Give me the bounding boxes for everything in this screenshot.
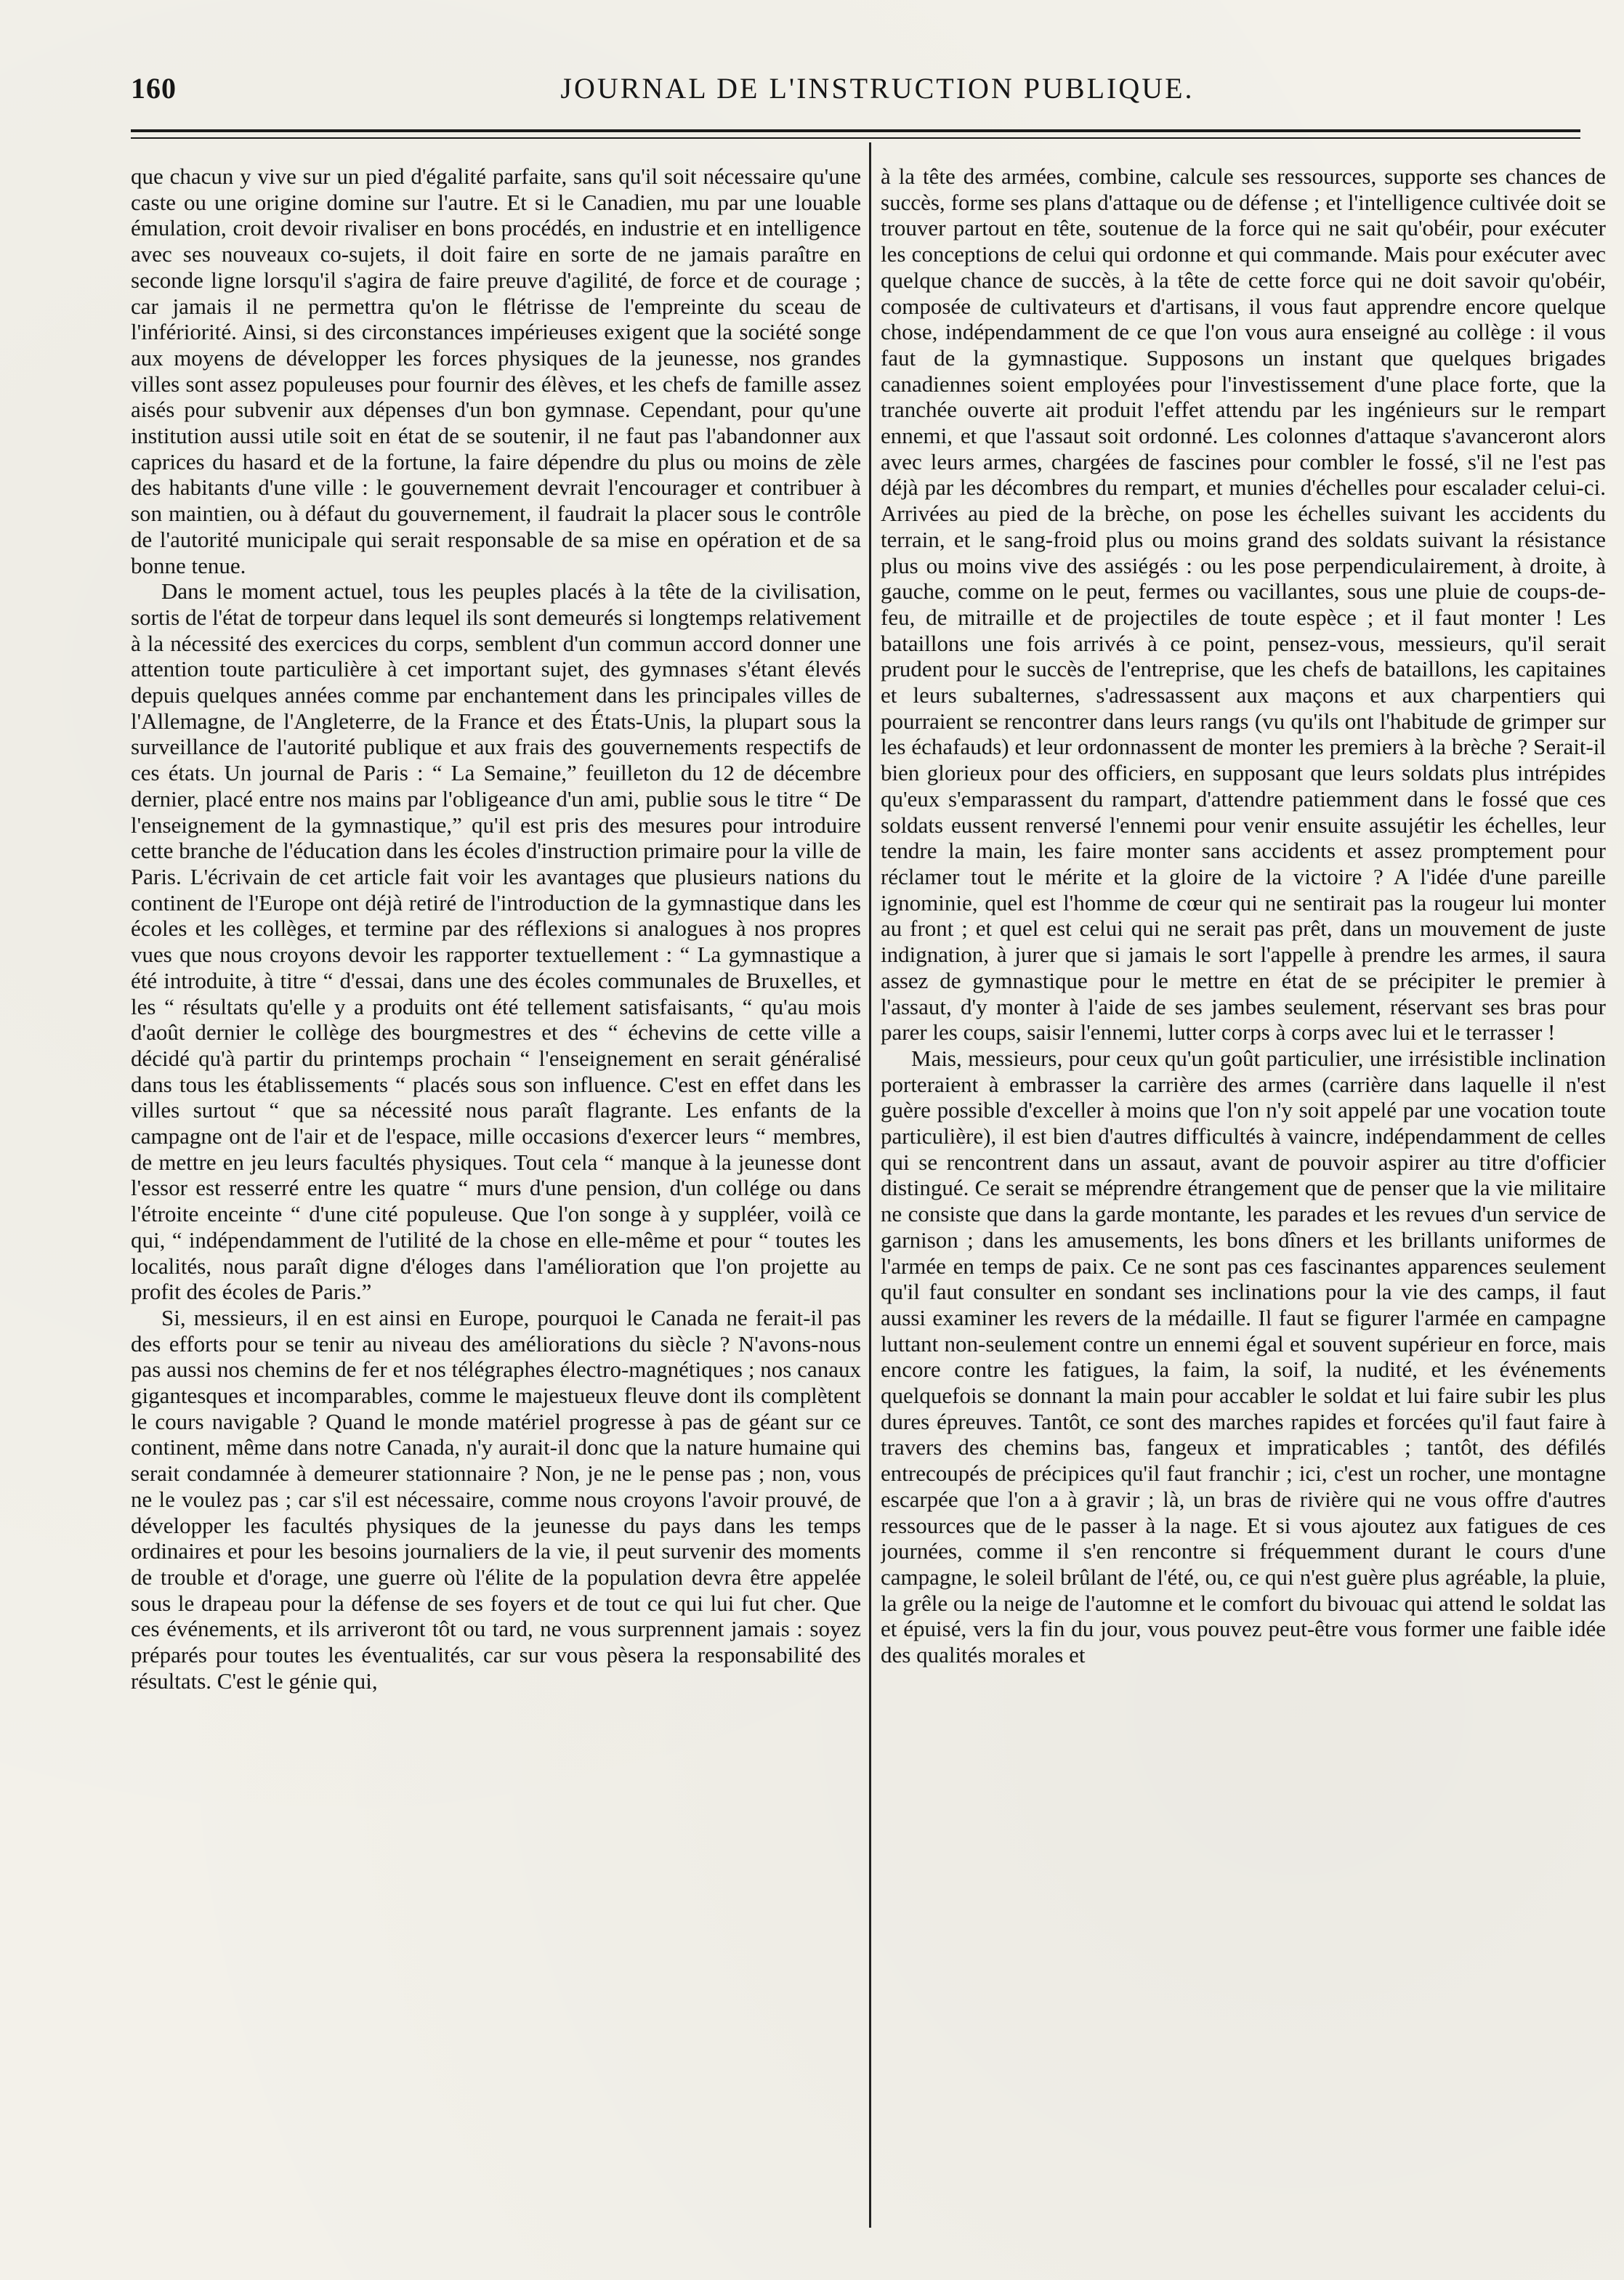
left-paragraph-1: que chacun y vive sur un pied d'égalité parfaite, sans qu'il soit nécessaire qu'une caste ou une origine domine sur l'autre. Et si le Canadien, mu par une louable émulation, croit devoir rivaliser en bons procédés, en industrie et en intelligence avec ses nouveaux co-sujets, il doit faire en sorte de ne jamais paraître en seconde ligne lorsqu'il s'agira de faire preuve d'agilité, de force et de courage ; car jamais il ne permettra qu'on le flétrisse de l'empreinte du sceau de l'infériorité. Ainsi, si des circonstances impérieuses exigent que la société songe aux moyens de développer les forces physiques de la jeunesse, nos grandes villes sont assez populeuses pour fournir des élèves, et les chefs de famille assez aisés pour subvenir aux dépenses d'un bon gymnase. Cependant, pour qu'une institution aussi utile soit en état de se soutenir, il ne faut pas l'abandonner aux caprices du hasard et de la fortune, la faire dépendre du plus ou moins de zèle des habitants d'une ville : le gouvernement devrait l'encourager et contribuer à son maintien, ou à défaut du gouvernement, il faudrait la placer sous le contrôle de l'autorité municipale qui serait responsable de sa mise en opération et de sa bonne tenue. bbox=[131, 163, 861, 578]
column-divider bbox=[869, 142, 871, 2228]
running-title: JOURNAL DE L'INSTRUCTION PUBLIQUE. bbox=[560, 72, 1195, 105]
left-paragraph-2: Dans le moment actuel, tous les peuples placés à la tête de la civilisation, sortis de l'état de torpeur dans lequel ils sont demeurés si longtemps relativement à la nécessité des exercices du corps, semblent d'un commun accord donner une attention toute particulière à cet important sujet, des gymnases s'étant élevés depuis quelques années comme par enchantement dans les principales villes de l'Allemagne, de l'Angleterre, de la France et des États-Unis, la plupart sous la surveillance de l'autorité publique et aux frais des gouvernements respectifs de ces états. Un journal de Paris : “ La Semaine,” feuilleton du 12 de décembre dernier, placé entre nos mains par l'obligeance d'un ami, publie sous le titre “ De l'enseignement de la gymnastique,” qu'il est pris des mesures pour introduire cette branche de l'éducation dans les écoles d'instruction primaire pour la ville de Paris. L'écrivain de cet article fait voir les avantages que plusieurs nations du continent de l'Europe ont déjà retiré de l'introduction de la gymnastique dans les écoles et les collèges, et termine par des réflexions si analogues à nos propres vues que nous croyons devoir les rapporter textuellement : “ La gymnastique a été introduite, à titre “ d'essai, dans une des écoles communales de Bruxelles, et les “ résultats qu'elle y a produits ont été tellement satisfaisants, “ qu'au mois d'août dernier le collège des bourgmestres et des “ échevins de cette ville a décidé qu'à partir du printemps prochain “ l'enseignement en serait généralisé dans tous les établissements “ placés sous son influence. C'est en effet dans les villes surtout “ que sa nécessité nous paraît flagrante. Les enfants de la campagne ont de l'air et de l'espace, mille occasions d'exercer leurs “ membres, de mettre en jeu leurs facultés physiques. Tout cela “ manque à la jeunesse dont l'essor est resserré entre les quatre “ murs d'une pension, d'un collége ou dans l'étroite enceinte “ d'une cité populeuse. Que l'on songe à y suppléer, voilà ce qui, “ indépendamment de l'utilité de la chose en elle-même et pour “ toutes les localités, nous paraît digne d'éloges dans l'amélioration que l'on projette au profit des écoles de Paris.” bbox=[131, 578, 861, 1305]
right-paragraph-1: à la tête des armées, combine, calcule ses ressources, supporte ses chances de succès, forme ses plans d'attaque ou de défense ; et l'intelligence cultivée doit se trouver partout en tête, soutenue de la force qui ne sait qu'obéir, pour exécuter les conceptions de celui qui ordonne et qui commande. Mais pour exécuter avec quelque chance de succès, à la tête de cette force qui ne doit savoir qu'obéir, composée de cultivateurs et d'artisans, il vous faut apprendre encore quelque chose, indépendamment de ce que l'on vous aura enseigné au collège : il vous faut de la gymnastique. Supposons un instant que quelques brigades canadiennes soient employées pour l'investissement d'une place forte, que la tranchée ouverte ait produit l'effet attendu par les ingénieurs sur le rempart ennemi, et que l'assaut soit ordonné. Les colonnes d'attaque s'avanceront alors avec leurs armes, chargées de fascines pour combler le fossé, s'il ne l'est pas déjà par les décombres du rempart, et munies d'échelles pour escalader celui-ci. Arrivées au pied de la brèche, on pose les échelles suivant les accidents du terrain, et le sang-froid plus ou moins grand des soldats suivant la résistance plus ou moins vive des assiégés : ou les pose perpendiculairement, à droite, à gauche, comme on le peut, fermes ou vacillantes, sous une pluie de coups-de-feu, de mitraille et de projectiles de toute espèce ; et il faut monter ! Les bataillons une fois arrivés à ce point, pensez-vous, messieurs, qu'il serait prudent pour le succès de l'entreprise, que les chefs de bataillons, les capitaines et leurs subalternes, s'adressassent aux maçons et aux charpentiers qui pourraient se rencontrer dans leurs rangs (vu qu'ils ont l'habitude de grimper sur les échafauds) et leur ordonnassent de monter les premiers à la brèche ? Serait-il bien glorieux pour des officiers, en supposant que leurs soldats plus intrépides qu'eux s'emparassent du rampart, d'attendre patiemment dans le fossé que ces soldats eussent renversé l'ennemi pour venir ensuite assujétir les échelles, leur tendre la main, les faire monter sans accidents et assez promptement pour réclamer tout le mérite et la gloire de la victoire ? A l'idée d'une pareille ignominie, quel est l'homme de cœur qui ne sentirait pas la rougeur lui monter au front ; et quel est celui qui ne serait pas prêt, dans un mouvement de juste indignation, à jurer que si jamais le sort l'appelle à prendre les armes, il saura assez de gymnastique pour le mettre en état de se précipiter le premier à l'assaut, d'y monter à l'aide de ses jambes seulement, réservant ses bras pour parer les coups, saisir l'ennemi, lutter corps à corps avec lui et le terrasser ! bbox=[881, 163, 1606, 1046]
left-column bbox=[131, 163, 861, 2231]
right-column bbox=[881, 163, 1606, 2231]
header-rule-thick bbox=[131, 129, 1580, 132]
right-paragraph-2: Mais, messieurs, pour ceux qu'un goût particulier, une irrésistible inclination porteraient à embrasser la carrière des armes (carrière dans laquelle il n'est guère possible d'exceller à moins que l'on n'y soit appelé par une vocation toute particulière), il est bien d'autres difficultés à vaincre, indépendamment de celles qui se rencontrent dans un assaut, avant de pouvoir aspirer au titre d'officier distingué. Ce serait se méprendre étrangement que de penser que la vie militaire ne consiste que dans la garde montante, les parades et les revues d'un service de garnison ; dans les amusements, les bons dîners et les brillants uniformes de l'armée en temps de paix. Ce ne sont pas ces fascinantes apparences seulement qu'il faut consulter en sondant ses inclinations pour la vie des camps, il faut aussi examiner les revers de la médaille. Il faut se figurer l'armée en campagne luttant non-seulement contre un ennemi égal et souvent supérieur en force, mais encore contre les fatigues, la faim, la soif, la nudité, et les événements quelquefois se donnant la main pour accabler le soldat et lui faire subir les plus dures épreuves. Tantôt, ce sont des marches rapides et forcées qu'il faut faire à travers des chemins bas, fangeux et impraticables ; tantôt, des défilés entrecoupés de précipices qu'il faut franchir ; ici, c'est un rocher, une montagne escarpée que l'on a à gravir ; là, un bras de rivière qui ne vous offre d'autres ressources que de le passer à la nage. Et si vous ajoutez aux fatigues de ces journées, comme il s'en rencontre si fréquemment durant le cours d'une campagne, le soleil brûlant de l'été, ou, ce qui n'est guère plus agréable, la pluie, la grêle ou la neige de l'automne et le comfort du bivouac qui attend le soldat las et épuisé, vers la fin du jour, vous pouvez peut-être vous former une faible idée des qualités morales et bbox=[881, 1045, 1606, 1668]
page-header bbox=[131, 71, 1580, 115]
header-rule-thin bbox=[131, 137, 1580, 139]
page-number: 160 bbox=[131, 72, 177, 105]
left-paragraph-3: Si, messieurs, il en est ainsi en Europe, pourquoi le Canada ne ferait-il pas des efforts pour se tenir au niveau des améliorations du siècle ? N'avons-nous pas aussi nos chemins de fer et nos télégraphes électro-magnétiques ; nos canaux gigantesques et incomparables, comme le majestueux fleuve dont ils complètent le cours navigable ? Quand le monde matériel progresse à pas de géant sur ce continent, même dans notre Canada, n'y aurait-il donc que la nature humaine qui serait condamnée à demeurer stationnaire ? Non, je ne le pense pas ; non, vous ne le voulez pas ; car s'il est nécessaire, comme nous croyons l'avoir prouvé, de développer les facultés physiques de la jeunesse du pays dans les temps ordinaires et pour les besoins journaliers de la vie, il peut survenir des moments de trouble et d'orage, une guerre où l'élite de la population devra être appelée sous le drapeau pour la défense de ses foyers et de tout ce qui lui fut cher. Que ces événements, et ils arriveront tôt ou tard, ne vous surprennent jamais : soyez préparés pour toutes les éventualités, car sur vous pèsera la responsabilité des résultats. C'est le génie qui, bbox=[131, 1304, 861, 1694]
